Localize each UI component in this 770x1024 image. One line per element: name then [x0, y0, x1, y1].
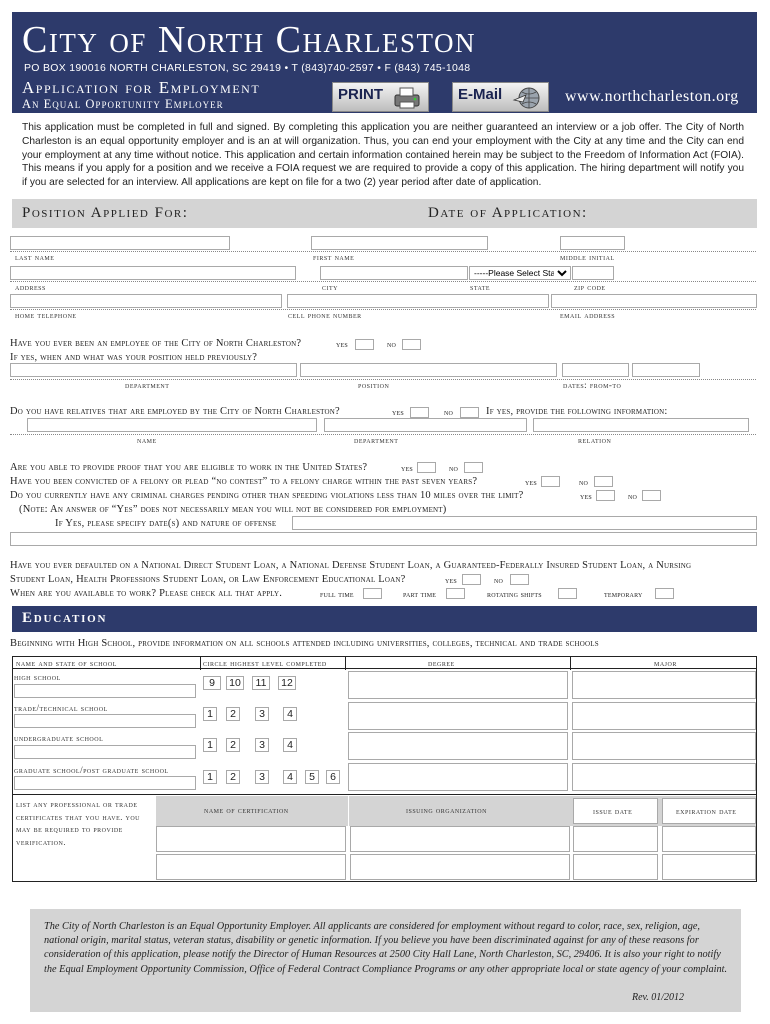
felony-no-checkbox[interactable] — [594, 476, 613, 487]
contact-address: PO BOX 190016 NORTH CHARLESTON, SC 29419 • T (843)740-2597 • F (843) 745-1048 — [24, 62, 471, 74]
eoe-statement: The City of North Charleston is an Equal Opportunity Employer. All applicants are considered for employment without regard to color, race, sex, religion, age, national origin, marital status, veteran status, disability or genetic information. If you believe you have been discriminated against for any of these reasons for consideration of this application, please notify the Director of Human Resources at 2500 City Hall Lane, North Charleston, SC, 29406. It is also your right to notify the Equal Employment Opportunity Commission, Office of Federal Contract Compliance Programs or any other appropriate local or state agency of your complaint. — [44, 921, 728, 975]
prev-department-input[interactable] — [10, 363, 297, 377]
divider — [570, 656, 571, 670]
row-label-graduate: graduate school/post graduate school — [14, 765, 169, 775]
address-label: address — [15, 282, 46, 292]
yes-label: yes — [336, 339, 348, 349]
relatives-follow-text: If yes, provide the following information: — [486, 406, 668, 417]
relatives-yes-checkbox[interactable] — [410, 407, 429, 418]
graduate-major-input[interactable] — [572, 763, 756, 791]
level-1[interactable]: 1 — [203, 770, 217, 784]
row-label-undergrad: undergraduate school — [14, 733, 104, 743]
level-3[interactable]: 3 — [255, 707, 269, 721]
full-time-label: full time — [320, 589, 354, 599]
specify-label: If Yes, please specify date(s) and nature of offense — [55, 518, 277, 529]
criminal-yes-checkbox[interactable] — [596, 490, 615, 501]
cert-name-header: name of certification — [204, 805, 289, 815]
home-phone-input[interactable] — [10, 294, 282, 308]
divider — [348, 796, 349, 881]
q-default-line1: Have you ever defaulted on a National Direct Student Loan, a National Defense Student Loan, a Guaranteed-Federally Insured Student Loan, a Nursing — [10, 560, 692, 571]
level-12[interactable]: 12 — [278, 676, 296, 690]
city-input[interactable] — [320, 266, 468, 280]
position-applied-label: Position Applied For: — [22, 205, 189, 221]
row-label-trade: trade/technical school — [14, 703, 108, 713]
divider — [10, 251, 756, 252]
eligible-no-checkbox[interactable] — [464, 462, 483, 473]
cert1-name-input[interactable] — [156, 826, 346, 852]
high-school-degree-input[interactable] — [348, 671, 568, 699]
yes-label: yes — [580, 491, 592, 501]
email-label: E-Mail — [458, 86, 503, 103]
criminal-no-checkbox[interactable] — [642, 490, 661, 501]
q-criminal: Do you currently have any criminal charges pending other than speeding violations less than 10 miles over the limit? — [10, 490, 524, 501]
offense-details-input[interactable] — [292, 516, 757, 530]
relative-department-label: department — [354, 435, 399, 445]
divider — [12, 794, 757, 795]
department-label: department — [125, 380, 170, 390]
default-no-checkbox[interactable] — [510, 574, 529, 585]
eoe-subtitle: An Equal Opportunity Employer — [22, 97, 224, 111]
middle-initial-label: middle initial — [560, 252, 615, 262]
first-name-label: first name — [313, 252, 355, 262]
no-label: no — [387, 339, 397, 349]
zip-input[interactable] — [572, 266, 614, 280]
level-4[interactable]: 4 — [283, 770, 297, 784]
cert2-exp-input[interactable] — [662, 854, 756, 880]
relatives-no-checkbox[interactable] — [460, 407, 479, 418]
cert2-issue-input[interactable] — [573, 854, 658, 880]
offense-details-input-2[interactable] — [10, 532, 757, 546]
q-previous-employee: Have you ever been an employee of the City of North Charleston? — [10, 338, 302, 349]
felony-yes-checkbox[interactable] — [541, 476, 560, 487]
divider — [345, 656, 346, 670]
yes-label: yes — [525, 477, 537, 487]
city-label: city — [322, 282, 338, 292]
dates-label: dates: from-to — [563, 380, 622, 390]
level-2[interactable]: 2 — [226, 707, 240, 721]
col-major: major — [654, 658, 677, 668]
relative-relation-input[interactable] — [533, 418, 749, 432]
prev-date-from-input[interactable] — [562, 363, 629, 377]
yes-label: yes — [445, 575, 457, 585]
education-header-row — [12, 656, 757, 669]
q-default-line2: Student Loan, Health Professions Student Loan, or Law Enforcement Educational Loan? — [10, 574, 406, 585]
high-school-name-input[interactable] — [14, 684, 196, 698]
prev-date-to-input[interactable] — [632, 363, 700, 377]
graduate-degree-input[interactable] — [348, 763, 568, 791]
last-name-input[interactable] — [10, 236, 230, 250]
q-when-position: If yes, when and what was your position held previously? — [10, 352, 258, 363]
city-title: City of North Charleston — [22, 19, 477, 61]
divider — [10, 309, 756, 310]
email-label: email address — [560, 310, 616, 320]
cert-org-header: issuing organization — [406, 805, 487, 815]
print-label: PRINT — [338, 86, 383, 103]
email-button[interactable] — [452, 82, 549, 112]
education-intro: Beginning with High School, provide information on all schools attended including universities, colleges, technical and trade schools — [10, 638, 599, 649]
prev-position-input[interactable] — [300, 363, 557, 377]
level-10[interactable]: 10 — [226, 676, 244, 690]
cell-phone-input[interactable] — [287, 294, 549, 308]
prev-no-checkbox[interactable] — [402, 339, 421, 350]
q-relatives: Do you have relatives that are employed by the City of North Charleston? — [10, 406, 340, 417]
state-select[interactable] — [469, 266, 571, 280]
col-level: circle highest level completed — [203, 658, 327, 668]
level-3[interactable]: 3 — [255, 738, 269, 752]
eligible-yes-checkbox[interactable] — [417, 462, 436, 473]
default-yes-checkbox[interactable] — [462, 574, 481, 585]
temporary-label: temporary — [604, 589, 643, 599]
email-input[interactable] — [551, 294, 757, 308]
date-of-application-label: Date of Application: — [428, 205, 588, 221]
relative-name-input[interactable] — [27, 418, 317, 432]
middle-initial-input[interactable] — [560, 236, 625, 250]
level-2[interactable]: 2 — [226, 738, 240, 752]
cert2-name-input[interactable] — [156, 854, 346, 880]
revision-label: Rev. 01/2012 — [632, 992, 685, 1003]
trade-major-input[interactable] — [572, 702, 756, 730]
globe-mail-icon — [512, 86, 542, 110]
trade-school-name-input[interactable] — [14, 714, 196, 728]
education-bar — [12, 606, 757, 632]
print-button[interactable] — [332, 82, 429, 112]
undergrad-degree-input[interactable] — [348, 732, 568, 760]
education-title: Education — [22, 610, 108, 626]
high-school-major-input[interactable] — [572, 671, 756, 699]
home-phone-label: home telephone — [15, 310, 77, 320]
divider — [10, 281, 756, 282]
level-1[interactable]: 1 — [203, 738, 217, 752]
level-11[interactable]: 11 — [252, 676, 270, 690]
position-label: position — [358, 380, 390, 390]
level-4[interactable]: 4 — [283, 707, 297, 721]
prev-yes-checkbox[interactable] — [355, 339, 374, 350]
graduate-name-input[interactable] — [14, 776, 196, 790]
no-label: no — [494, 575, 504, 585]
temporary-checkbox[interactable] — [655, 588, 674, 599]
website-url[interactable]: www.northcharleston.org — [565, 88, 739, 105]
header-banner — [12, 12, 757, 113]
cert1-org-input[interactable] — [350, 826, 570, 852]
zip-label: zip code — [574, 282, 606, 292]
col-school: name and state of school — [16, 658, 117, 668]
trade-degree-input[interactable] — [348, 702, 568, 730]
q-available: When are you available to work? Please check all that apply. — [10, 588, 283, 599]
cert1-issue-input[interactable] — [573, 826, 658, 852]
level-5[interactable]: 5 — [305, 770, 319, 784]
part-time-checkbox[interactable] — [446, 588, 465, 599]
q-felony: Have you been convicted of a felony or plead “no contest” to a felony charge within the past seven years? — [10, 476, 478, 487]
full-time-checkbox[interactable] — [363, 588, 382, 599]
cell-phone-label: cell phone number — [288, 310, 362, 320]
cert-exp-header: expiration date — [676, 806, 737, 816]
intro-paragraph: This application must be completed in full and signed. By completing this application you are neither guaranteed an interview or a job offer. The City of North Charleston is an equal opportunity employer and is an at will organization. Thus, you can end your employment with the City at any time and the City can end your employment at any time without notice. This application and certain information contained herein may be subject to the Freedom of Information Act (FOIA). This means if you apply for a position and we receive a FOIA request we are required to provide a copy of this application. The hiring department will notify you if you are selected for an interview. All applications are kept on file for a two (2) year period after date of application. — [22, 122, 744, 189]
first-name-input[interactable] — [311, 236, 488, 250]
col-degree: degree — [428, 658, 455, 668]
printer-icon — [392, 86, 422, 110]
relative-name-label: name — [137, 435, 157, 445]
rotating-label: rotating shifts — [487, 589, 542, 599]
part-time-label: part time — [403, 589, 437, 599]
cert2-org-input[interactable] — [350, 854, 570, 880]
divider — [200, 656, 201, 670]
level-4[interactable]: 4 — [283, 738, 297, 752]
yes-label: yes — [392, 407, 404, 417]
cert1-exp-input[interactable] — [662, 826, 756, 852]
cert-issue-header: issue date — [593, 806, 633, 816]
level-9[interactable]: 9 — [203, 676, 221, 690]
level-1[interactable]: 1 — [203, 707, 217, 721]
address-input[interactable] — [10, 266, 296, 280]
q-eligible: Are you able to provide proof that you are eligible to work in the United States? — [10, 462, 368, 473]
undergrad-name-input[interactable] — [14, 745, 196, 759]
undergrad-major-input[interactable] — [572, 732, 756, 760]
cert-note: list any professional or trade certificates that you have. you may be required to provide verification. — [16, 799, 140, 847]
no-label: no — [444, 407, 454, 417]
last-name-label: last name — [15, 252, 55, 262]
level-6[interactable]: 6 — [326, 770, 340, 784]
relative-department-input[interactable] — [324, 418, 527, 432]
row-label-high-school: high school — [14, 672, 61, 682]
level-3[interactable]: 3 — [255, 770, 269, 784]
level-2[interactable]: 2 — [226, 770, 240, 784]
yes-label: yes — [401, 463, 413, 473]
note-text: (Note: An answer of “Yes” does not necessarily mean you will not be considered for employment) — [19, 504, 447, 515]
rotating-checkbox[interactable] — [558, 588, 577, 599]
relative-relation-label: relation — [578, 435, 612, 445]
no-label: no — [449, 463, 459, 473]
no-label: no — [628, 491, 638, 501]
no-label: no — [579, 477, 589, 487]
application-title: Application for Employment — [22, 78, 261, 97]
state-label: state — [470, 282, 491, 292]
